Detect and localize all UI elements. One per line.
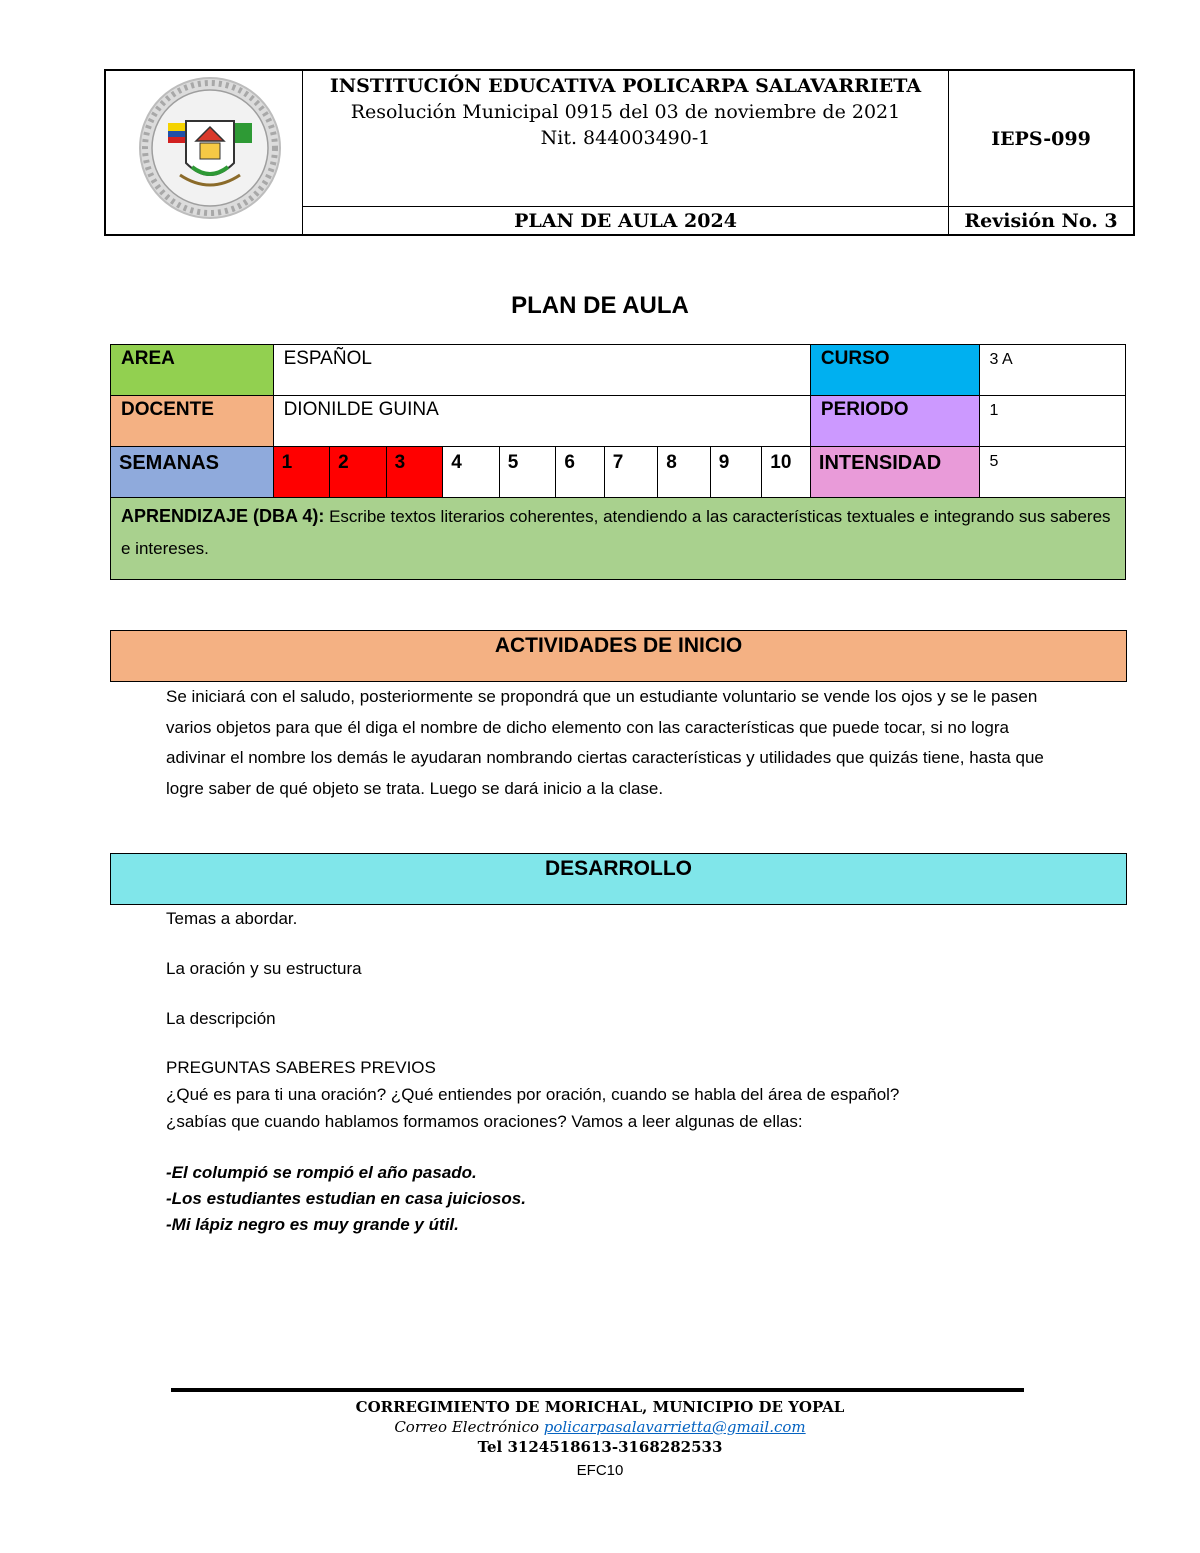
periodo-value: 1 — [979, 396, 1125, 447]
footer-code: EFC10 — [576, 1462, 624, 1479]
footer-email-link[interactable]: policarpasalavarrietta@gmail.com — [543, 1418, 806, 1436]
institution-info — [303, 71, 949, 207]
institution-seal-icon — [106, 71, 303, 234]
inicio-text: Se iniciará con el saludo, posteriormente se propondrá que un estudiante voluntario se vende los ojos y se le pasen varios objetos para que él diga el nombre de dicho elemento con las características que puede tocar, si no logra adivinar el nombre los demás le ayudaran nombrando ciertas características y utilidades que quizás tiene, hasta que logre saber de qué objeto se trata. Luego se dará inicio a la clase. — [166, 687, 1044, 798]
revision-label: Revisión No. 3 — [964, 209, 1118, 232]
inicio-heading: ACTIVIDADES DE INICIO — [110, 630, 1127, 682]
institution-resolution: Resolución Municipal 0915 del 03 de noviembre de 2021 — [350, 101, 901, 123]
table-row-semanas — [111, 447, 1126, 498]
temas-line: Temas a abordar. — [166, 909, 298, 928]
plan-info-table — [110, 344, 1126, 580]
week-cell: 5 — [499, 447, 556, 498]
table-row-docente — [111, 396, 1126, 447]
week-cell: 4 — [443, 447, 500, 498]
table-row-aprendizaje — [111, 498, 1126, 580]
aprendizaje-label: APRENDIZAJE (DBA 4): — [121, 506, 325, 526]
week-cell: 8 — [658, 447, 711, 498]
week-cell: 7 — [604, 447, 658, 498]
intensidad-value: 5 — [979, 447, 1125, 498]
table-row-area — [111, 345, 1126, 396]
intensidad-label: INTENSIDAD — [810, 447, 979, 498]
tema-item: La descripción — [166, 1009, 276, 1028]
week-cell: 2 — [330, 447, 387, 498]
footer-email-line — [0, 1418, 1200, 1436]
tema-item: La oración y su estructura — [166, 959, 362, 978]
example-sentence: -El columpió se rompió el año pasado. — [166, 1163, 477, 1182]
week-cell: 6 — [556, 447, 604, 498]
plan-label: PLAN DE AULA 2024 — [303, 207, 949, 234]
curso-value: 3 A — [979, 345, 1125, 396]
periodo-label: PERIODO — [810, 396, 979, 447]
logo-cell — [106, 71, 303, 234]
curso-label: CURSO — [810, 345, 979, 396]
semanas-label: SEMANAS — [111, 447, 274, 498]
week-cell: 9 — [710, 447, 762, 498]
institution-nit: Nit. 844003490-1 — [540, 127, 711, 149]
week-cell: 1 — [273, 447, 330, 498]
question-line: ¿Qué es para ti una oración? ¿Qué entiendes por oración, cuando se habla del área de español? — [166, 1085, 900, 1104]
institution-name: INSTITUCIÓN EDUCATIVA POLICARPA SALAVARRIETA — [329, 75, 922, 97]
area-label: AREA — [111, 345, 274, 396]
document-code: IEPS-099 — [949, 71, 1133, 207]
preguntas-heading: PREGUNTAS SABERES PREVIOS — [166, 1058, 436, 1077]
docente-label: DOCENTE — [111, 396, 274, 447]
desarrollo-heading: DESARROLLO — [110, 853, 1127, 905]
question-line: ¿sabías que cuando hablamos formamos oraciones? Vamos a leer algunas de ellas: — [166, 1112, 803, 1131]
docente-value: DIONILDE GUINA — [273, 396, 810, 447]
page-title: PLAN DE AULA — [511, 292, 689, 319]
aprendizaje-text: Escribe textos literarios coherentes, atendiendo a las características textuales e integrando sus saberes e intereses. — [121, 507, 1111, 558]
footer-email-label: Correo Electrónico — [394, 1418, 544, 1436]
document-header — [104, 69, 1135, 236]
area-value: ESPAÑOL — [273, 345, 810, 396]
example-sentence: -Los estudiantes estudian en casa juiciosos. — [166, 1189, 526, 1208]
example-sentence: -Mi lápiz negro es muy grande y útil. — [166, 1215, 459, 1234]
footer-phone: Tel 3124518613-3168282533 — [477, 1438, 723, 1456]
week-cell: 3 — [386, 447, 443, 498]
aprendizaje-cell — [111, 498, 1126, 580]
footer-address: CORREGIMIENTO DE MORICHAL, MUNICIPIO DE YOPAL — [355, 1398, 845, 1416]
week-cell: 10 — [762, 447, 811, 498]
footer-divider — [171, 1388, 1024, 1392]
